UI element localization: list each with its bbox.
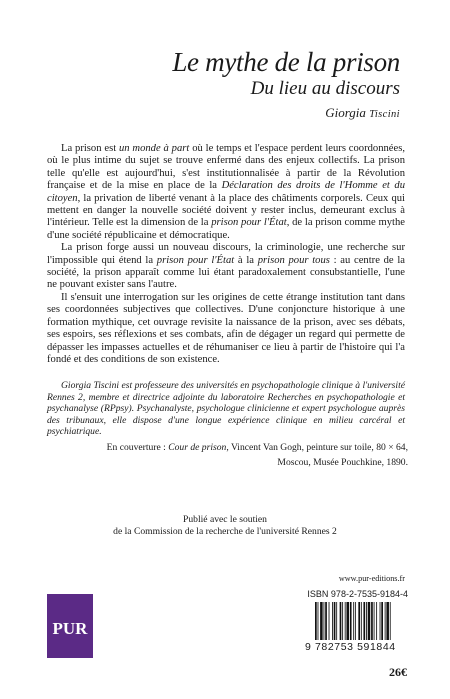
barcode-bar bbox=[371, 602, 373, 640]
support-line-2: de la Commission de la recherche de l'université Rennes 2 bbox=[113, 526, 337, 537]
price: 26€ bbox=[389, 665, 407, 679]
cover-credit bbox=[47, 440, 408, 470]
barcode-bar bbox=[366, 602, 367, 640]
logo-text: PUR bbox=[52, 619, 88, 638]
pur-logo bbox=[47, 594, 93, 658]
barcode-bar bbox=[324, 602, 325, 640]
support-notice bbox=[0, 514, 450, 538]
text-run: En couverture : bbox=[106, 442, 169, 453]
author-bio: Giorgia Tiscini est professeure des universités en psychopathologie clinique à l'université Rennes 2, membre et directrice adjointe du laboratoire Recherches en psychopathologie et psychanalyse (RPpsy). Psychanalyste, psychologue clinicienne et expert psychologue auprès des tribunaux, elle dispose d'une longue expérience clinique en milieu carcéral et psychiatrique. bbox=[47, 380, 405, 438]
author-name bbox=[325, 105, 400, 123]
text-run: , Vincent Van Gogh, peinture sur toile, 80 × 64, bbox=[226, 442, 408, 453]
barcode-bar bbox=[315, 602, 317, 640]
author-first-name: Giorgia bbox=[325, 105, 370, 120]
paragraph-3: Il s'ensuit une interrogation sur les origines de cette étrange institution tant dans ses coordonnées subjectives que collectives. D'une conjoncture historique à une formation mythique, cet ouvrage revisite la naissance de la prison, avec ses débats, ses espoirs, ses réflexions et ses combats, afin de dégager un regard qui permette de dépasser les impasses actuelles et de réhumaniser ce lieu à partir de l'histoire qui l'a fondé et des conditions de son existence. bbox=[47, 291, 405, 365]
barcode-bar bbox=[386, 602, 389, 640]
paragraph-1 bbox=[47, 143, 405, 242]
support-line-1: Publié avec le soutien bbox=[183, 514, 267, 525]
text-run: : au centre de la société, la prison apparaît comme lui étant paradoxalement consubstantielle, l'une ne pouvant exister sans l'autre. bbox=[47, 254, 405, 291]
barcode-bar bbox=[358, 602, 360, 640]
barcode-bar bbox=[345, 602, 346, 640]
text-run: , de la prison comme mythe d'une société républicaine et démocratique. bbox=[47, 217, 405, 241]
text-run-italic: Cour de prison bbox=[168, 442, 227, 453]
isbn: ISBN 978-2-7535-9184-4 bbox=[307, 589, 408, 599]
text-run: , la privation de liberté venant à la place des châtiments corporels. Ceux qui mettent en danger la nouvelle société doivent y rester inclus, demeurant exclus à l'intérieur. Telle est la dimension de la bbox=[47, 192, 405, 229]
barcode-bar bbox=[380, 602, 381, 640]
barcode-bar bbox=[325, 602, 327, 640]
barcode-bar bbox=[346, 602, 349, 640]
barcode-digits: 9 782753 591844 bbox=[305, 641, 396, 653]
barcode-bar bbox=[374, 602, 375, 640]
text-run-italic: un monde à part bbox=[118, 143, 190, 154]
book-subtitle: Du lieu au discours bbox=[250, 78, 400, 99]
text-run-italic: prison pour l'État bbox=[156, 254, 235, 266]
barcode-bar bbox=[340, 602, 342, 640]
text-run: à la bbox=[234, 254, 258, 266]
text-run-italic: prison pour l'État bbox=[211, 217, 287, 229]
barcode-bar bbox=[385, 602, 386, 640]
author-last-name: Tiscini bbox=[369, 109, 400, 120]
text-run: Moscou, Musée Pouchkine, 1890. bbox=[277, 457, 408, 468]
text-run-italic: Déclaration des droits de l'Homme et du citoyen bbox=[47, 180, 405, 204]
barcode-bar bbox=[342, 602, 343, 640]
barcode-bar bbox=[318, 602, 319, 640]
text-run: La prison forge aussi un nouveau discours, la criminologie, une recherche sur l'impossible qui étend la bbox=[47, 242, 405, 266]
barcode-bar bbox=[334, 602, 336, 640]
text-run: où le temps et l'espace perdent leurs coordonnées, où le plus intime du sujet se trouve enfermé dans des enjeux collectifs. La prison telle qu'elle est aujourd'hui, s'est institutionnalisée à partir de la Révolution française et de la mise en place de la bbox=[47, 143, 405, 192]
back-cover-text bbox=[47, 143, 405, 366]
barcode-bar bbox=[350, 602, 352, 640]
barcode-bar bbox=[336, 602, 337, 640]
barcode-bar bbox=[381, 602, 383, 640]
barcode-bar bbox=[353, 602, 354, 640]
barcode-bar bbox=[320, 602, 323, 640]
barcode-bar bbox=[332, 602, 333, 640]
barcode-bar bbox=[390, 602, 391, 640]
barcode-bar bbox=[363, 602, 365, 640]
book-title: Le mythe de la prison bbox=[172, 47, 400, 77]
barcode-bar bbox=[355, 602, 356, 640]
text-run: La prison est bbox=[61, 143, 119, 154]
barcode-bar bbox=[376, 602, 377, 640]
barcode-bar bbox=[368, 602, 371, 640]
paragraph-2 bbox=[47, 242, 405, 292]
publisher-website: www.pur-editions.fr bbox=[338, 574, 405, 583]
text-run-italic: prison pour tous bbox=[257, 254, 330, 266]
barcode-bar bbox=[361, 602, 362, 640]
barcode-bar bbox=[329, 602, 330, 640]
